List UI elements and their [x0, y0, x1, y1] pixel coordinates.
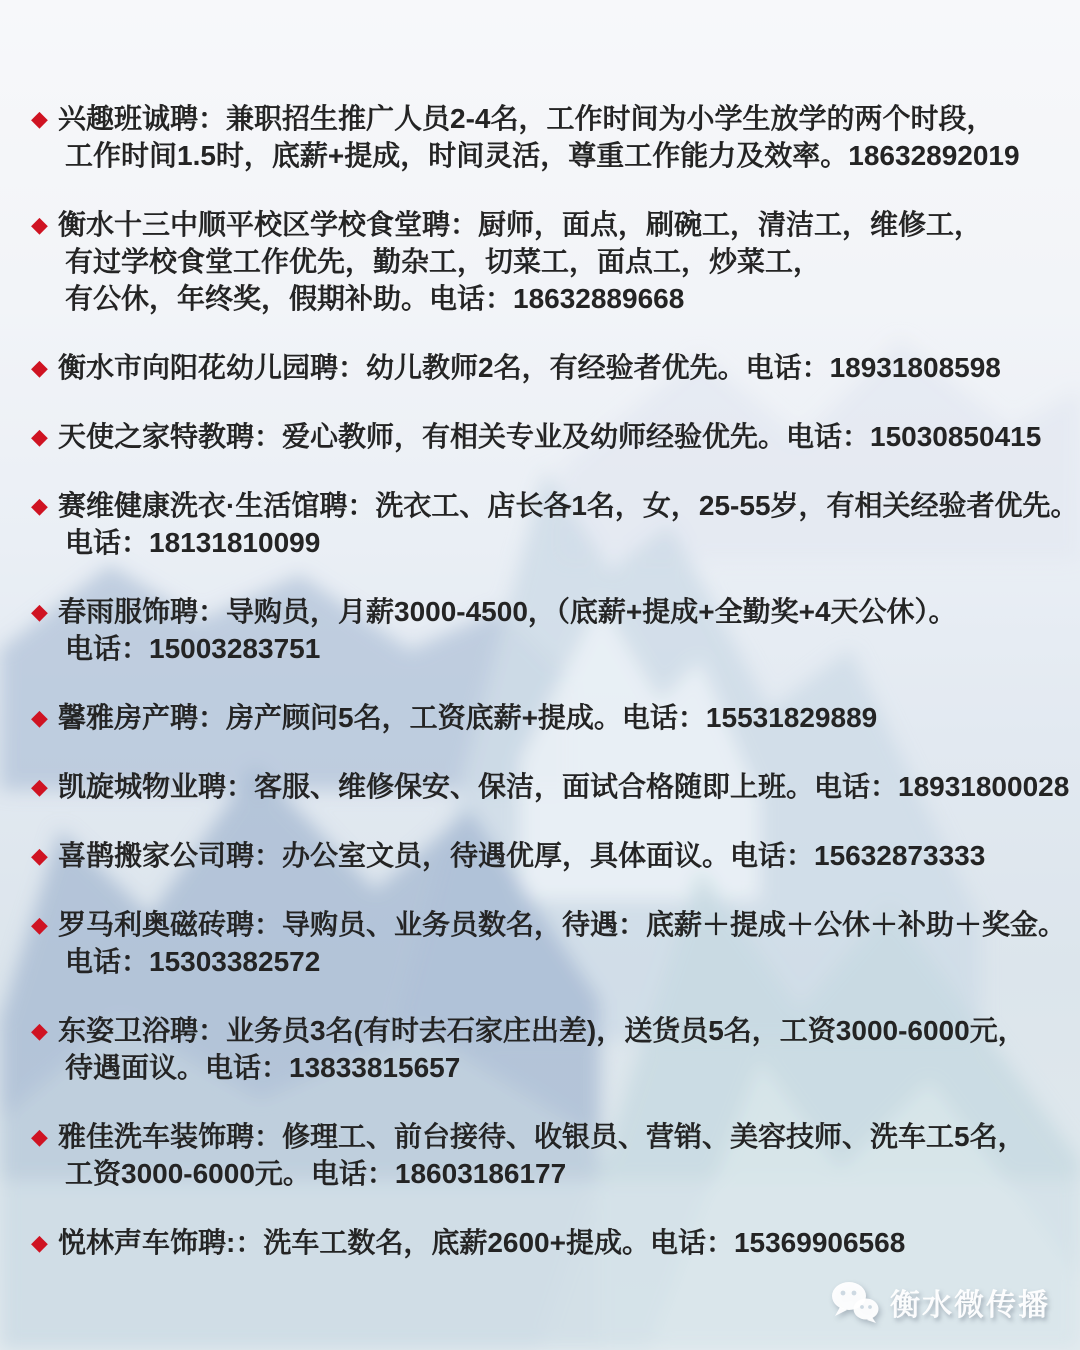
listing-line: 衡水十三中顺平校区学校食堂聘：厨师，面点，刷碗工，清洁工，维修工，: [58, 209, 983, 240]
diamond-bullet-icon: ◆: [31, 843, 48, 868]
listing-line: 电话：15003283751: [65, 633, 321, 664]
listing-line: 雅佳洗车装饰聘：修理工、前台接待、收银员、营销、美容技师、洗车工5名，: [58, 1121, 1026, 1152]
job-listing: [31, 1012, 1050, 1086]
wechat-icon: [830, 1280, 880, 1324]
diamond-bullet-icon: ◆: [31, 912, 48, 937]
diamond-bullet-icon: ◆: [31, 355, 48, 380]
listing-line: 悦林声车饰聘:：洗车工数名，底薪2600+提成。电话：15369906568: [58, 1227, 906, 1258]
diamond-bullet-icon: ◆: [31, 705, 48, 730]
job-listing: [31, 206, 1050, 317]
job-listing: [31, 837, 1050, 874]
listing-line: 东姿卫浴聘：业务员3名(有时去石家庄出差)，送货员5名，工资3000-6000元，: [58, 1015, 1026, 1046]
job-listing: [31, 418, 1050, 455]
listing-line: 电话：18131810099: [65, 527, 321, 558]
listing-line: 馨雅房产聘：房产顾问5名，工资底薪+提成。电话：15531829889: [58, 702, 878, 733]
job-listing: [31, 349, 1050, 386]
watermark: [830, 1280, 1050, 1324]
job-listing: [31, 1118, 1050, 1192]
job-listing: [31, 593, 1050, 667]
job-listing: [31, 699, 1050, 736]
diamond-bullet-icon: ◆: [31, 493, 48, 518]
listing-line: 春雨服饰聘：导购员，月薪3000-4500，（底薪+提成+全勤奖+4天公休）。: [58, 596, 957, 627]
listing-line: 赛维健康洗衣·生活馆聘：洗衣工、店长各1名，女，25-55岁，有相关经验者优先。: [58, 490, 1079, 521]
listing-line: 天使之家特教聘：爱心教师，有相关专业及幼师经验优先。电话：15030850415: [58, 421, 1042, 452]
listing-line: 电话：15303382572: [65, 946, 321, 977]
job-listing: [31, 487, 1079, 561]
job-listing: [31, 1224, 1050, 1261]
listing-line: 衡水市向阳花幼儿园聘：幼儿教师2名，有经验者优先。电话：18931808598: [58, 352, 1001, 383]
diamond-bullet-icon: ◆: [31, 599, 48, 624]
job-listing: [31, 100, 1050, 174]
diamond-bullet-icon: ◆: [31, 1124, 48, 1149]
watermark-label: 衡水微传播: [890, 1289, 1050, 1322]
listing-line: 有公休，年终奖，假期补助。电话：18632889668: [65, 283, 685, 314]
diamond-bullet-icon: ◆: [31, 774, 48, 799]
listing-line: 待遇面议。电话：13833815657: [65, 1052, 461, 1083]
listing-line: 凯旋城物业聘：客服、维修保安、保洁，面试合格随即上班。电话：18931800028: [58, 771, 1070, 802]
listing-line: 有过学校食堂工作优先，勤杂工，切菜工，面点工，炒菜工，: [65, 246, 822, 277]
listing-line: 兴趣班诚聘：兼职招生推广人员2-4名，工作时间为小学生放学的两个时段，: [58, 103, 995, 134]
listing-line: 喜鹊搬家公司聘：办公室文员，待遇优厚，具体面议。电话：15632873333: [58, 840, 986, 871]
diamond-bullet-icon: ◆: [31, 1018, 48, 1043]
diamond-bullet-icon: ◆: [31, 424, 48, 449]
listing-line: 工资3000-6000元。电话：18603186177: [65, 1158, 567, 1189]
job-listing: [31, 906, 1067, 980]
listing-line: 罗马利奥磁砖聘：导购员、业务员数名，待遇：底薪＋提成＋公休＋补助＋奖金。: [58, 909, 1067, 940]
listing-line: 工作时间1.5时，底薪+提成，时间灵活，尊重工作能力及效率。18632892019: [65, 140, 1020, 171]
diamond-bullet-icon: ◆: [31, 1230, 48, 1255]
job-listing: [31, 768, 1070, 805]
diamond-bullet-icon: ◆: [31, 106, 48, 131]
diamond-bullet-icon: ◆: [31, 212, 48, 237]
